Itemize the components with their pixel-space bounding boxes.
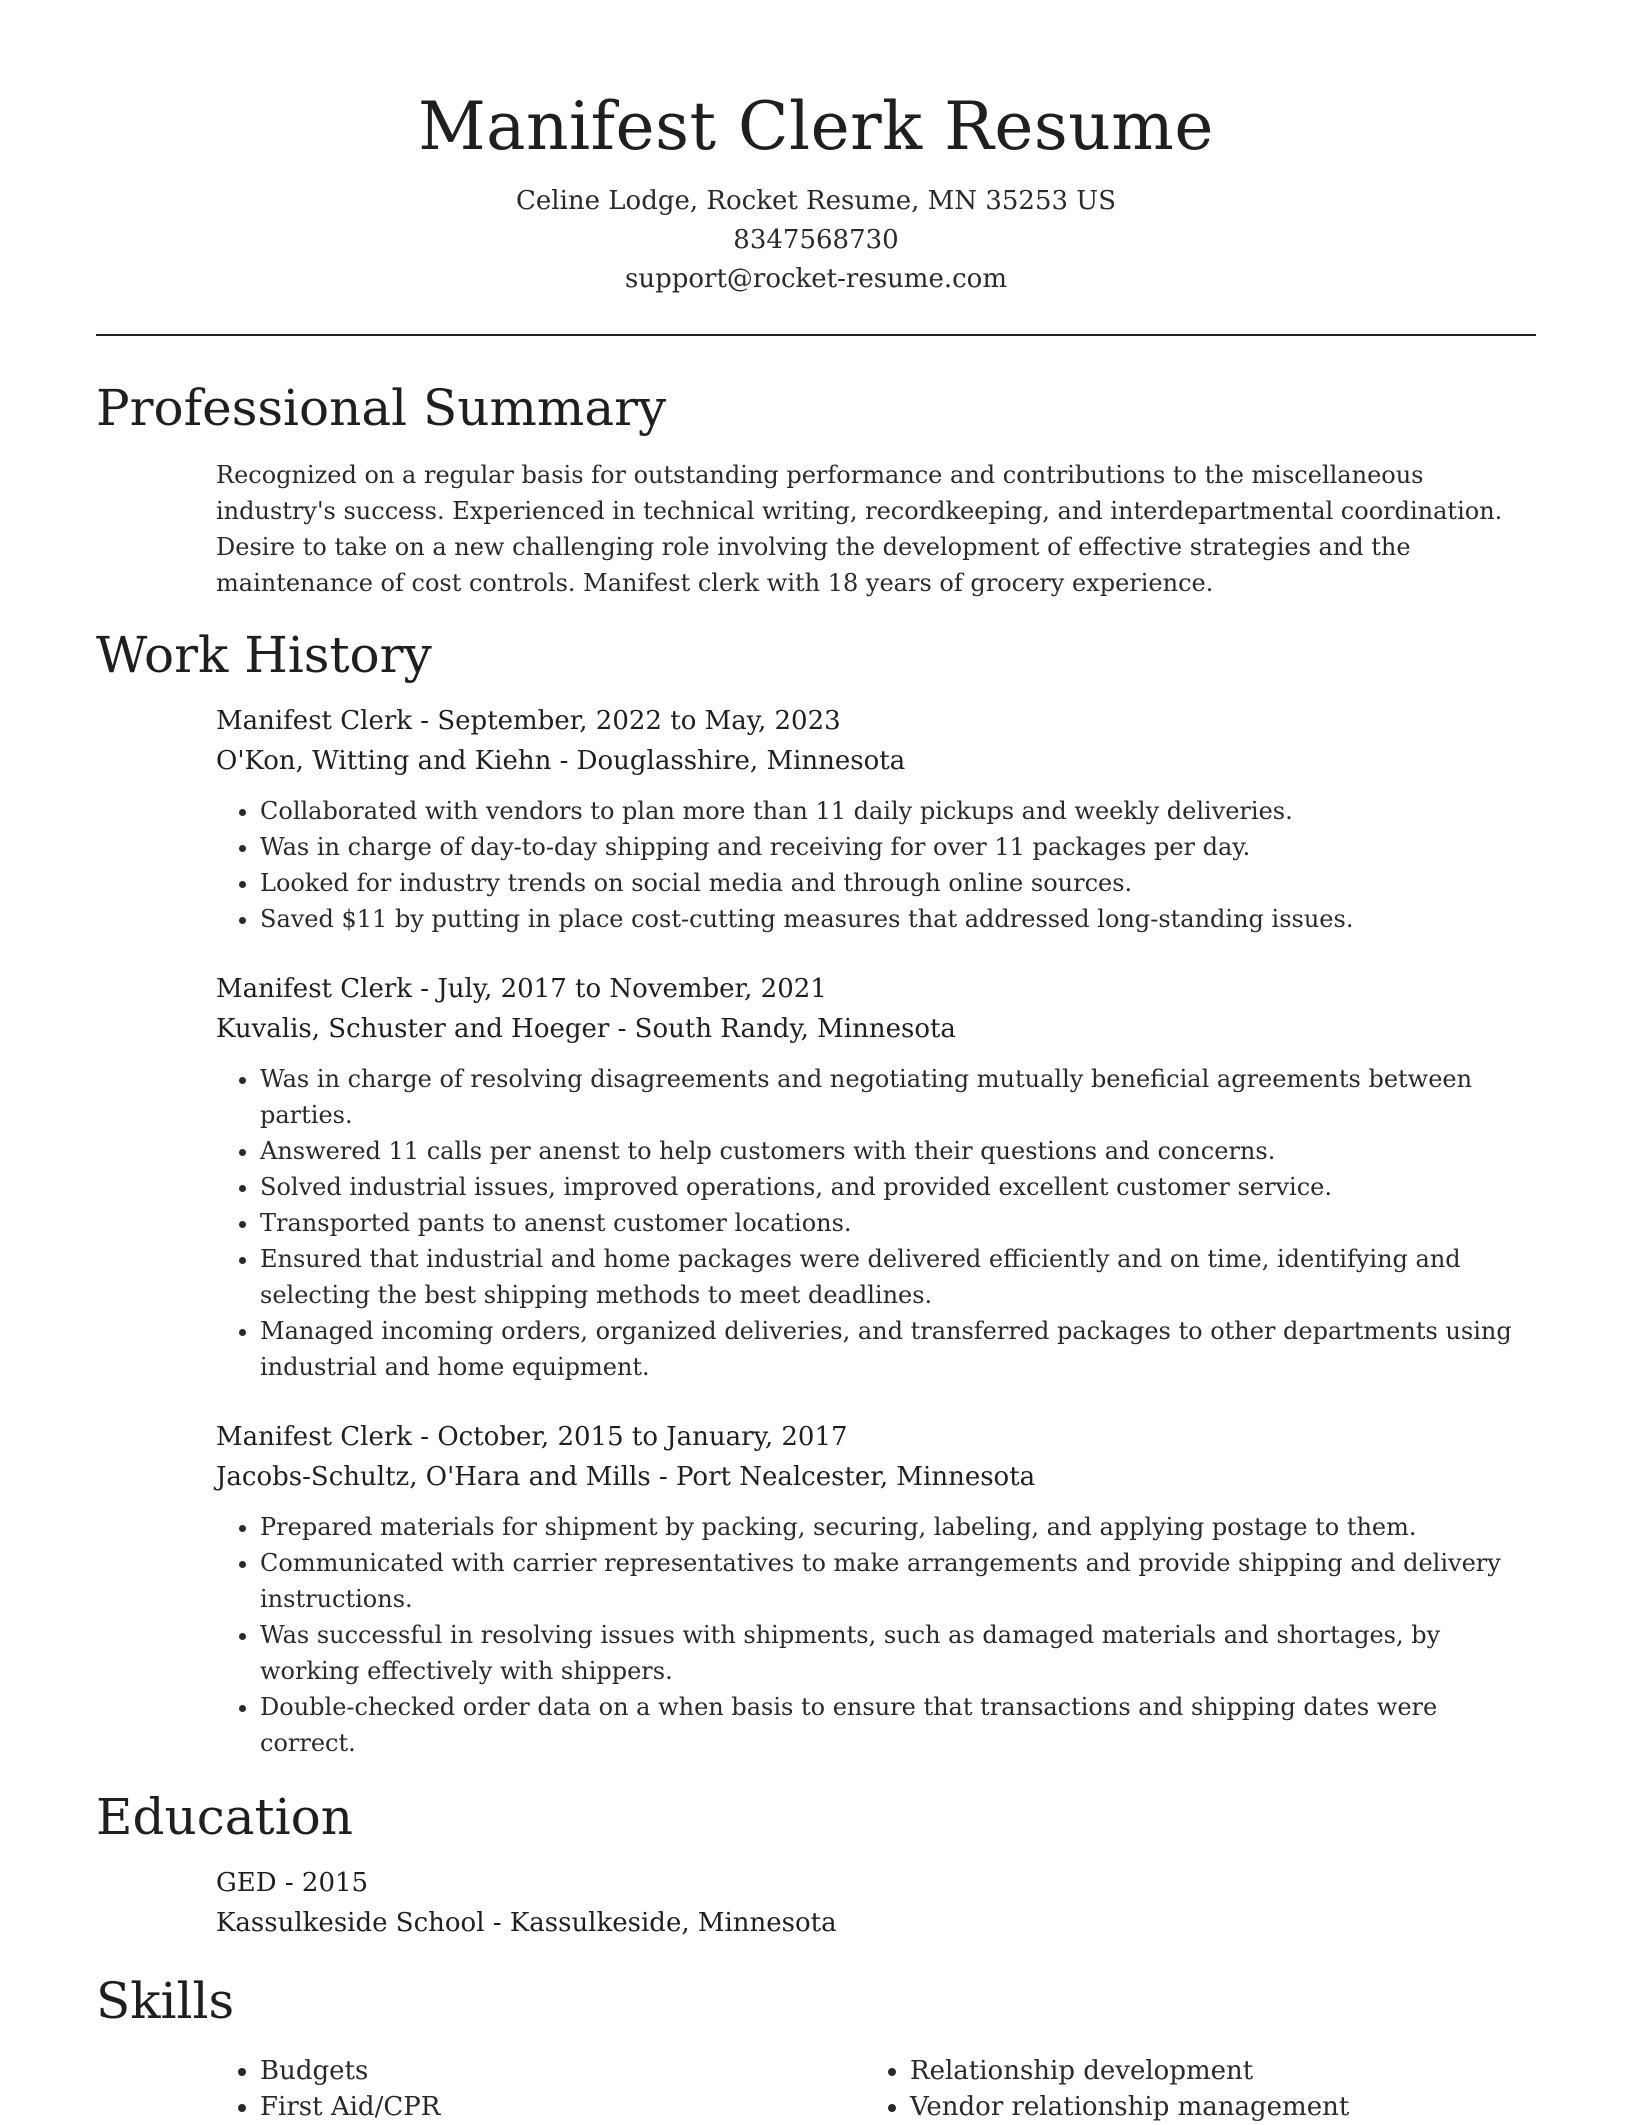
job-bullets (216, 1509, 1536, 1761)
section-title-work-history: Work History (96, 626, 432, 684)
skills-grid (216, 2053, 1536, 2125)
education-year: - 2015 (276, 1868, 369, 1898)
contact-address: Celine Lodge, Rocket Resume, MN 35253 US (515, 186, 1117, 216)
job-dates: - July, 2017 to November, 2021 (412, 974, 827, 1004)
job-entry (216, 701, 1536, 937)
education-location: - Kassulkeside, Minnesota (484, 1908, 837, 1938)
job-dates: - October, 2015 to January, 2017 (412, 1422, 848, 1452)
job-company: Jacobs-Schultz, O'Hara and Mills (216, 1462, 651, 1492)
job-company-line (216, 741, 1536, 781)
contact-email: support@rocket-resume.com (624, 264, 1007, 294)
section-title-skills: Skills (96, 1972, 235, 2030)
job-company: Kuvalis, Schuster and Hoeger (216, 1014, 610, 1044)
job-title: Manifest Clerk (216, 974, 413, 1004)
job-dates: - September, 2022 to May, 2023 (412, 706, 841, 736)
education-degree-line (216, 1863, 1536, 1903)
skills-column-right (866, 2053, 1516, 2125)
job-location: - Douglasshire, Minnesota (551, 746, 906, 776)
job-company-line (216, 1457, 1536, 1497)
list-item: • Was in charge of day-to-day shipping and receiving for over 11 packages per day. (260, 829, 1536, 865)
list-item: • Saved $11 by putting in place cost-cutting measures that addressed long-standing issues. (260, 901, 1536, 937)
job-title-line (216, 1417, 1536, 1457)
resume-header (96, 0, 1536, 299)
contact-phone: 8347568730 (733, 225, 899, 255)
list-item: • Was successful in resolving issues with shipments, such as damaged materials and shortages, by working effectively with shippers. (260, 1617, 1536, 1689)
job-title: Manifest Clerk (216, 706, 413, 736)
summary-text: Recognized on a regular basis for outstanding performance and contributions to the miscellaneous industry's success. Experienced in technical writing, recordkeeping, and interdepartmental coordination. Desire to take on a new challenging role involving the development of effective strategies and the maintenance of cost controls. Manifest clerk with 18 years of grocery experience. (216, 461, 1503, 597)
job-title-line (216, 969, 1536, 1009)
job-entry (216, 1417, 1536, 1761)
job-bullets (216, 1061, 1536, 1385)
list-item: • Transported pants to anenst customer locations. (260, 1205, 1536, 1241)
list-item: • Budgets (260, 2053, 866, 2089)
job-company-line (216, 1009, 1536, 1049)
list-item: • Vendor relationship management (910, 2089, 1516, 2125)
list-item: • Prepared materials for shipment by packing, securing, labeling, and applying postage to them. (260, 1509, 1536, 1545)
job-entry (216, 969, 1536, 1385)
list-item: • Communicated with carrier representatives to make arrangements and provide shipping and delivery instructions. (260, 1545, 1536, 1617)
job-location: - Port Nealcester, Minnesota (650, 1462, 1036, 1492)
work-history-list (216, 701, 1536, 1761)
education-entry (216, 1863, 1536, 1943)
list-item: • Looked for industry trends on social media and through online sources. (260, 865, 1536, 901)
list-item: • Double-checked order data on a when basis to ensure that transactions and shipping dates were correct. (260, 1689, 1536, 1761)
education-school: Kassulkeside School (216, 1908, 485, 1938)
skills-list-left (216, 2053, 866, 2125)
section-title-education: Education (96, 1788, 353, 1846)
job-bullets (216, 793, 1536, 937)
resume-title: Manifest Clerk Resume (418, 88, 1214, 165)
list-item: • Relationship development (910, 2053, 1516, 2089)
job-company: O'Kon, Witting and Kiehn (216, 746, 552, 776)
contact-block (96, 182, 1536, 299)
skills-column-left (216, 2053, 866, 2125)
list-item: • First Aid/CPR (260, 2089, 866, 2125)
job-title: Manifest Clerk (216, 1422, 413, 1452)
section-title-summary: Professional Summary (96, 379, 667, 437)
education-school-line (216, 1903, 1536, 1943)
list-item: • Collaborated with vendors to plan more than 11 daily pickups and weekly deliveries. (260, 793, 1536, 829)
list-item: • Solved industrial issues, improved operations, and provided excellent customer service. (260, 1169, 1536, 1205)
list-item: • Was in charge of resolving disagreements and negotiating mutually beneficial agreements between parties. (260, 1061, 1536, 1133)
list-item: • Managed incoming orders, organized deliveries, and transferred packages to other departments using industrial and home equipment. (260, 1313, 1536, 1385)
job-location: - South Randy, Minnesota (609, 1014, 956, 1044)
resume-page (96, 0, 1536, 2125)
header-divider (96, 334, 1536, 336)
education-degree: GED (216, 1868, 277, 1898)
list-item: • Ensured that industrial and home packages were delivered efficiently and on time, identifying and selecting the best shipping methods to meet deadlines. (260, 1241, 1536, 1313)
job-title-line (216, 701, 1536, 741)
list-item: • Answered 11 calls per anenst to help customers with their questions and concerns. (260, 1133, 1536, 1169)
skills-list-right (866, 2053, 1516, 2125)
